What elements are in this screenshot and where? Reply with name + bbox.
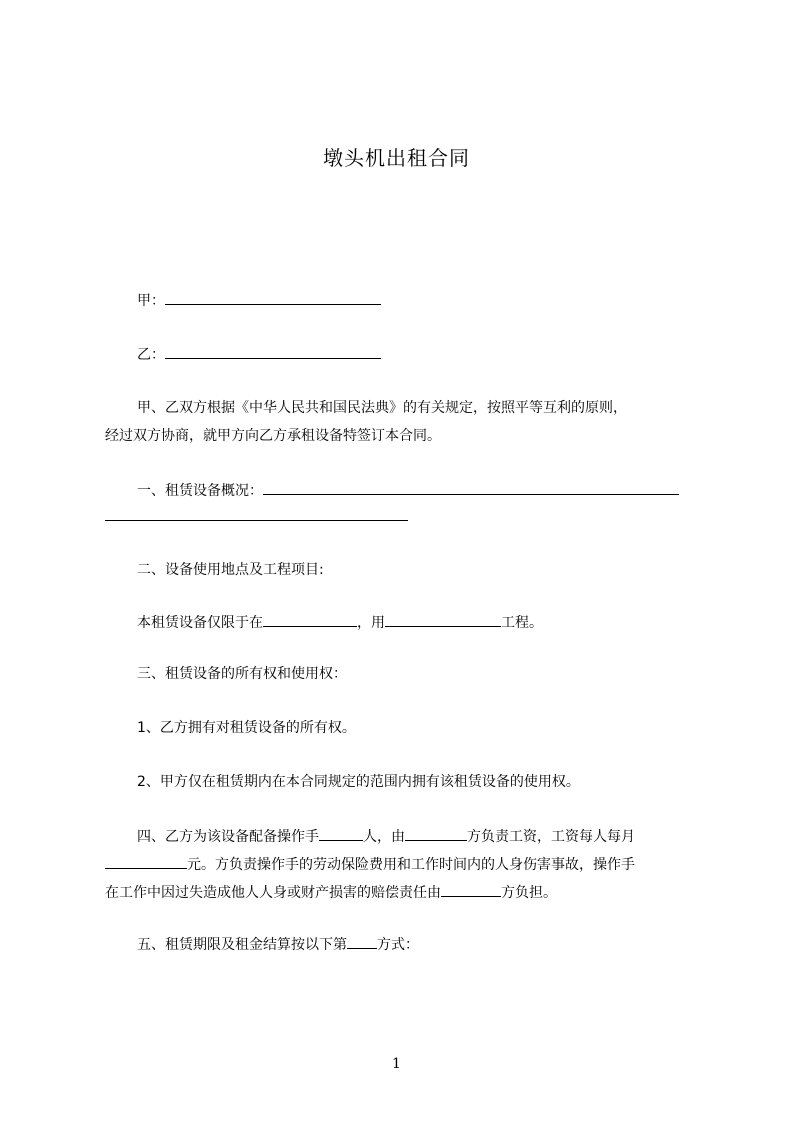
section-4-line-1	[137, 826, 635, 847]
wage-party-blank[interactable]	[405, 826, 467, 841]
section-2-text-c: 工程。	[501, 615, 543, 631]
method-number-blank[interactable]	[347, 934, 377, 949]
section-4-text-d: 元。方负责操作手的劳动保险费用和工作时间内的人身伤害事故，操作手	[187, 857, 635, 873]
section-2-text	[137, 612, 543, 633]
section-2-text-a: 本租赁设备仅限于在	[137, 615, 263, 631]
section-5-heading	[137, 934, 419, 955]
section-1-blank[interactable]	[263, 480, 679, 495]
intro-line-1: 甲、乙双方根据《中华人民共和国民法典》的有关规定，按照平等互利的原则，	[137, 400, 627, 416]
party-b-label: 乙：	[137, 347, 165, 363]
section-2-heading: 二、设备使用地点及工程项目:	[137, 562, 324, 578]
section-3-item-2: 2、甲方仅在租赁期内在本合同规定的范围内拥有该租赁设备的使用权。	[137, 774, 580, 790]
section-2-text-b: ，用	[357, 615, 385, 631]
intro-line-2: 经过双方协商，就甲方向乙方承租设备特签订本合同。	[105, 428, 441, 444]
section-4-line-3	[105, 882, 557, 903]
wage-amount-blank[interactable]	[105, 854, 187, 869]
section-4-text-e: 在工作中因过失造成他人人身或财产损害的赔偿责任由	[105, 885, 441, 901]
page-number: 1	[392, 1056, 401, 1072]
party-a-line	[137, 290, 381, 311]
location-blank[interactable]	[263, 612, 357, 627]
section-1-line	[137, 480, 679, 501]
party-a-label: 甲：	[137, 293, 165, 309]
section-1-label: 一、租赁设备概况：	[137, 483, 263, 499]
section-5-text-a: 五、租赁期限及租金结算按以下第	[137, 937, 347, 953]
section-4-line-2	[105, 854, 635, 875]
project-blank[interactable]	[385, 612, 501, 627]
section-1-blank-2[interactable]	[105, 506, 408, 521]
section-4-text-b: 人，由	[363, 829, 405, 845]
section-4-text-a: 四、乙方为该设备配备操作手	[137, 829, 319, 845]
section-4-text-f: 方负担。	[501, 885, 557, 901]
section-3-item-1: 1、乙方拥有对租赁设备的所有权。	[137, 720, 356, 736]
document-title: 墩头机出租合同	[323, 146, 470, 170]
party-b-line	[137, 344, 381, 365]
section-5-text-b: 方式：	[377, 937, 419, 953]
operator-count-blank[interactable]	[319, 826, 363, 841]
section-1-continuation	[105, 506, 408, 527]
section-4-text-c: 方负责工资，工资每人每月	[467, 829, 635, 845]
section-3-heading: 三、租赁设备的所有权和使用权：	[137, 666, 347, 682]
party-b-blank[interactable]	[165, 344, 381, 359]
liability-party-blank[interactable]	[441, 882, 501, 897]
party-a-blank[interactable]	[165, 290, 381, 305]
